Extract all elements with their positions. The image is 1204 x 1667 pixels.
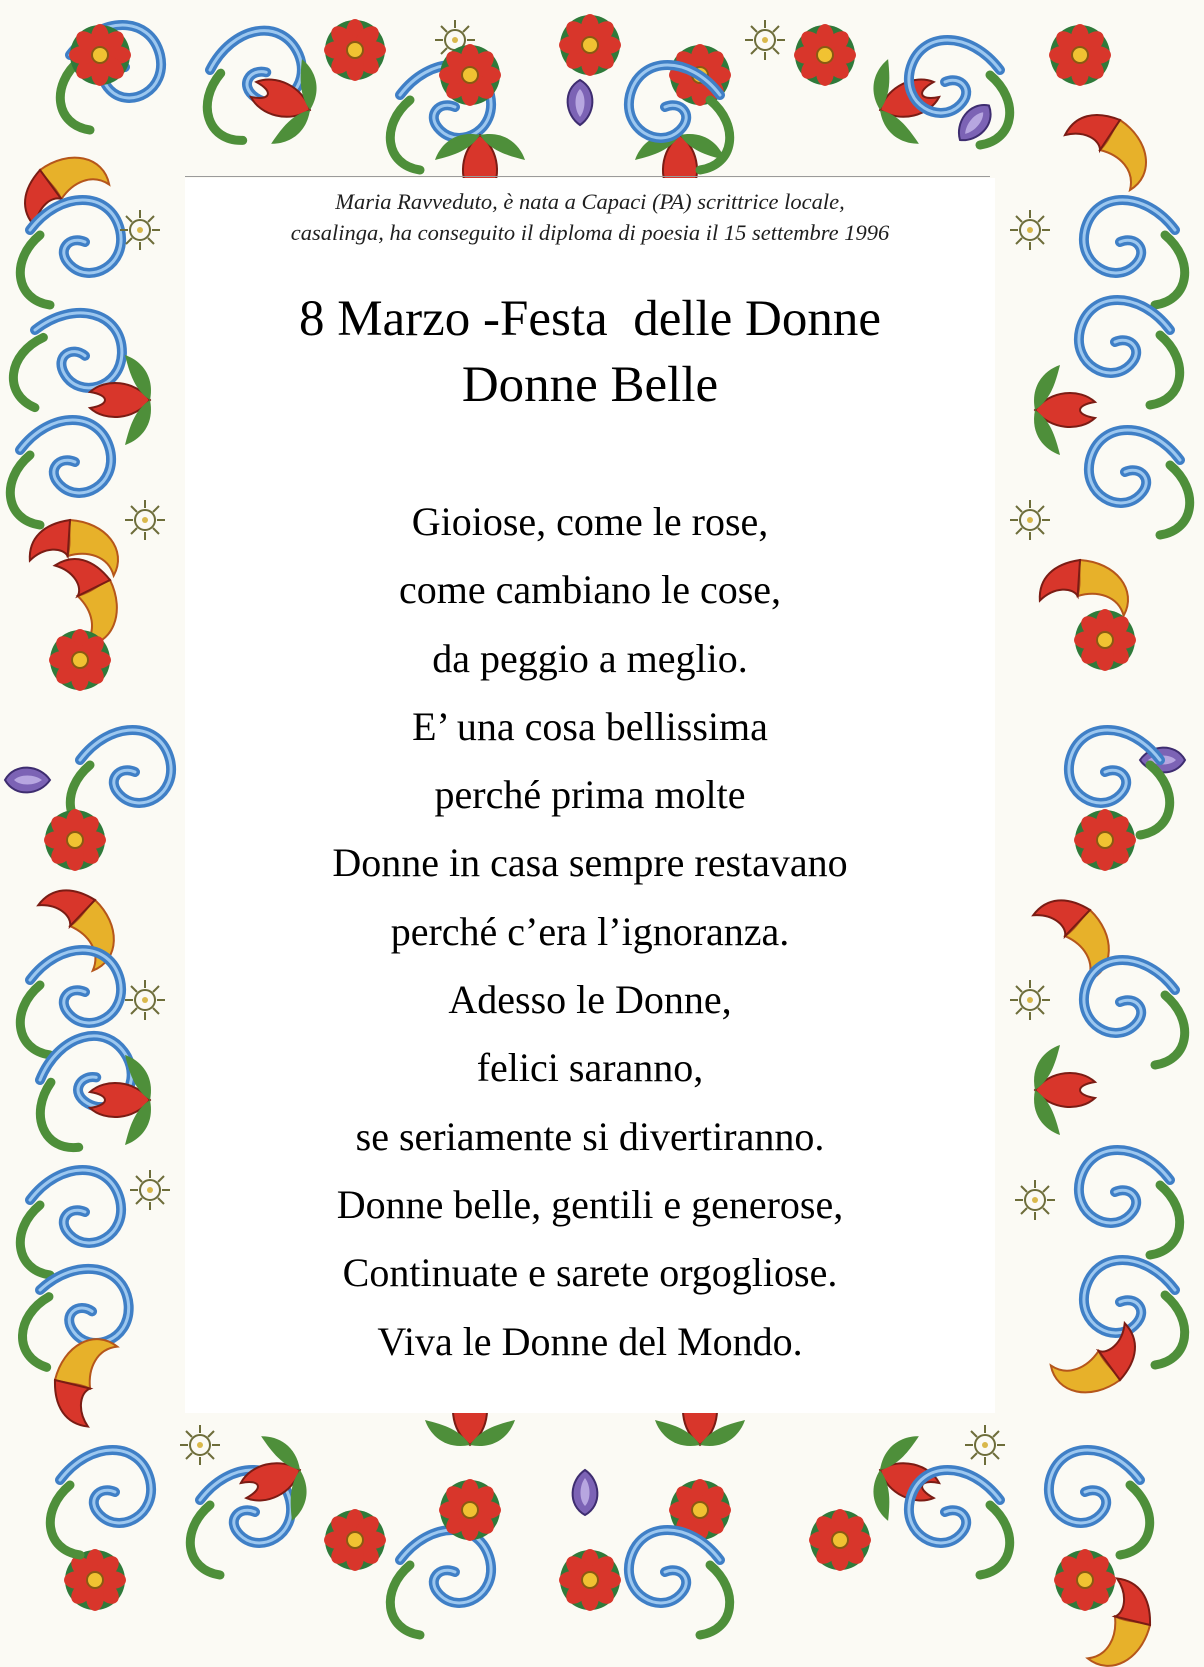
title-line-2: Donne Belle: [461, 357, 719, 413]
poem-line: se seriamente si divertiranno.: [355, 1113, 825, 1159]
poem-line: Donne belle, gentili e generose,: [336, 1181, 844, 1227]
author-note-line-2: casalinga, ha conseguito il diploma di poesia il 15 settembre 1996: [290, 220, 890, 245]
poem-body: [185, 488, 995, 1376]
poem-title: [185, 286, 995, 418]
poem-line: da peggio a meglio.: [432, 635, 748, 681]
poem-line: come cambiano le cose,: [398, 567, 782, 613]
poem-line: Gioiose, come le rose,: [411, 499, 769, 544]
poem-line: Donne in casa sempre restavano: [332, 840, 848, 886]
poem-line: Adesso le Donne,: [448, 977, 732, 1023]
poem-line: E’ una cosa bellissima: [412, 703, 768, 749]
poem-line: perché c’era l’ignoranza.: [390, 908, 790, 954]
poem-line: Continuate e sarete orgogliose.: [342, 1250, 838, 1296]
poem-line: Viva le Donne del Mondo.: [377, 1318, 803, 1364]
author-note-line-1: Maria Ravveduto, è nata a Capaci (PA) scrittrice locale,: [335, 189, 845, 214]
poem-line: felici saranno,: [476, 1045, 704, 1091]
author-note: [185, 186, 995, 248]
poem-line: perché prima molte: [434, 772, 746, 818]
title-line-1: 8 Marzo -Festa delle Donne: [298, 291, 882, 347]
top-rule: [185, 176, 990, 177]
